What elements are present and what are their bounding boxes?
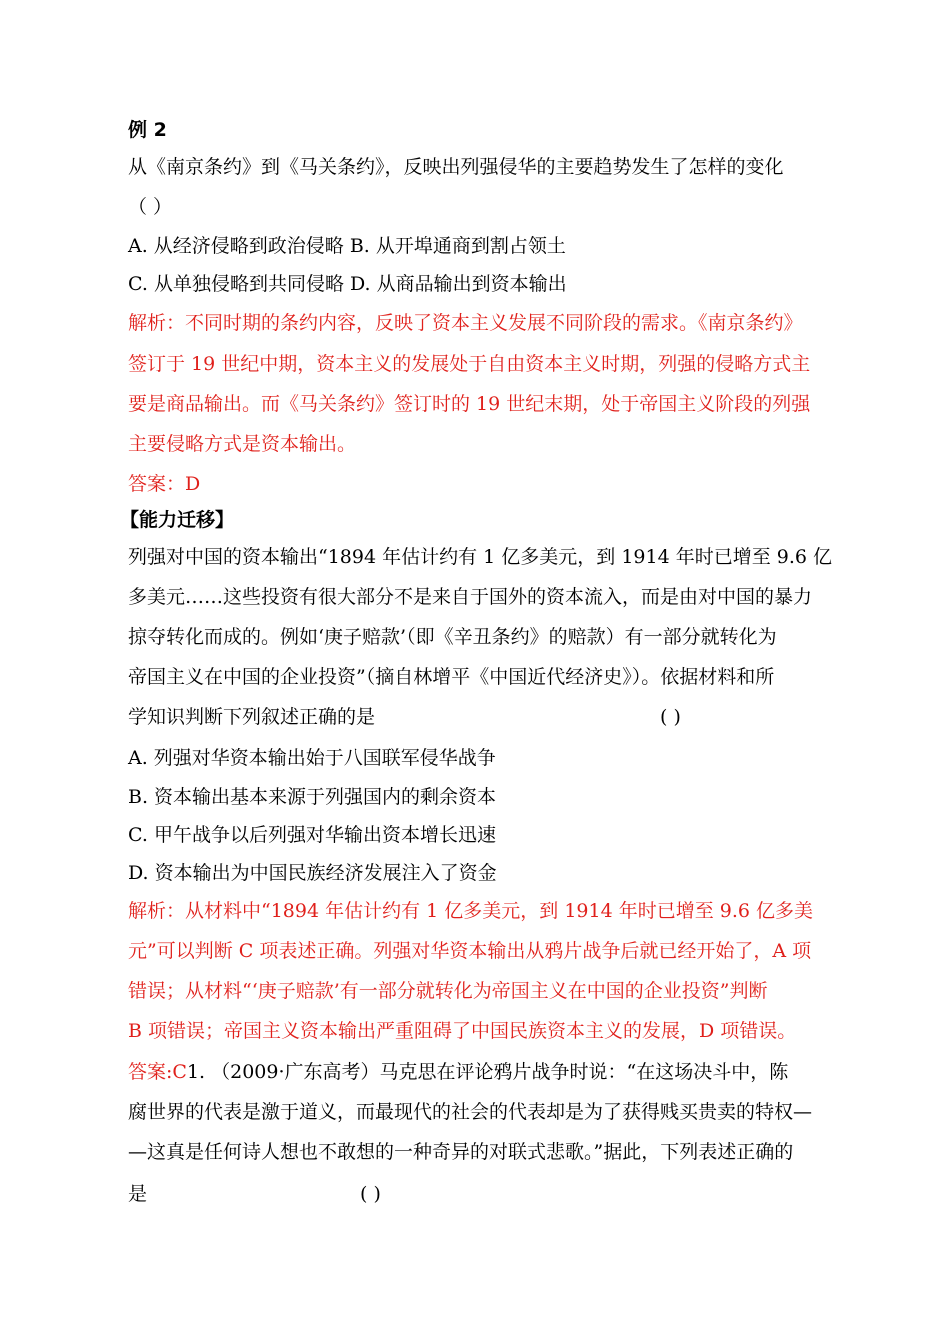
example-analysis-line: 要是商品输出。而《马关条约》签订时的 19 世纪末期，处于帝国主义阶段的列强	[128, 393, 811, 415]
example-option-line: C. 从单独侵略到共同侵略 D. 从商品输出到资本输出	[128, 273, 567, 295]
transfer-option: B. 资本输出基本来源于列强国内的剩余资本	[128, 786, 497, 808]
transfer-heading: 【能力迁移】	[120, 509, 235, 531]
example-heading: 例 2	[128, 119, 167, 141]
transfer-analysis-line: 元”可以判断 C 项表述正确。列强对华资本输出从鸦片战争后就已经开始了，A 项	[128, 940, 812, 962]
transfer-option: C. 甲午战争以后列强对华输出资本增长迅速	[128, 824, 496, 846]
transfer-question-line: 掠夺转化而成的。例如‘庚子赔款’（即《辛丑条约》的赔款）有一部分就转化为	[128, 626, 777, 648]
example-analysis-line: 解析：不同时期的条约内容，反映了资本主义发展不同阶段的需求。《南京条约》	[128, 312, 803, 334]
example-question: 从《南京条约》到《马关条约》，反映出列强侵华的主要趋势发生了怎样的变化	[128, 156, 784, 178]
transfer-option: D. 资本输出为中国民族经济发展注入了资金	[128, 862, 497, 884]
example-blank: （ ）	[128, 196, 173, 218]
transfer-question-line: 学知识判断下列叙述正确的是	[128, 706, 376, 728]
next-question-line: —这真是任何诗人想也不敢想的一种奇异的对联式悲歌。”据此，下列表述正确的	[128, 1141, 794, 1163]
transfer-analysis-line: B 项错误；帝国主义资本输出严重阻碍了中国民族资本主义的发展，D 项错误。	[128, 1020, 797, 1042]
answer-and-next-question	[128, 1060, 828, 1084]
transfer-analysis-line: 错误；从材料“‘庚子赔款’有一部分就转化为帝国主义在中国的企业投资”判断	[128, 980, 768, 1002]
example-analysis-line: 主要侵略方式是资本输出。	[128, 433, 357, 455]
transfer-option: A. 列强对华资本输出始于八国联军侵华战争	[128, 747, 496, 769]
transfer-question-line: 帝国主义在中国的企业投资”（摘自林增平《中国近代经济史》）。依据材料和所	[128, 666, 775, 688]
next-question-blank: ( )	[360, 1183, 381, 1205]
transfer-analysis-line: 解析：从材料中“1894 年估计约有 1 亿多美元，到 1914 年时已增至 9.6 亿多美	[128, 900, 814, 922]
example-analysis-line: 签订于 19 世纪中期，资本主义的发展处于自由资本主义时期，列强的侵略方式主	[128, 353, 811, 375]
transfer-answer: 答案:C	[128, 1061, 187, 1083]
next-question-line: 1. （2009·广东高考）马克思在评论鸦片战争时说：“在这场决斗中，陈	[186, 1061, 789, 1083]
example-answer: 答案：D	[128, 473, 201, 495]
next-question-last-line: 是	[128, 1183, 148, 1205]
transfer-question-line: 多美元……这些投资有很大部分不是来自于国外的资本流入，而是由对中国的暴力	[128, 586, 813, 608]
transfer-question-line: 列强对中国的资本输出“1894 年估计约有 1 亿多美元，到 1914 年时已增至 9.6 亿	[128, 546, 833, 568]
example-option-line: A. 从经济侵略到政治侵略 B. 从开埠通商到割占领土	[128, 235, 566, 257]
next-question-line: 腐世界的代表是激于道义，而最现代的社会的代表却是为了获得贱买贵卖的特权—	[128, 1101, 813, 1123]
transfer-blank: ( )	[660, 706, 681, 728]
